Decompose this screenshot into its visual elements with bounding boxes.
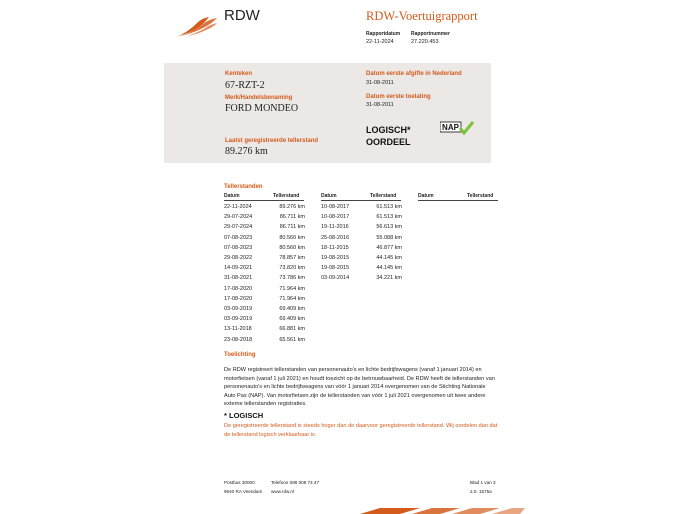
history-row-reading: 66.881 km: [279, 326, 305, 333]
col3-reading-header: Tellerstand: [467, 193, 494, 199]
brand-value: FORD MONDEO: [225, 103, 299, 114]
history-row-reading: 44.145 km: [376, 265, 402, 272]
history-row-reading: 86.711 km: [279, 214, 305, 221]
verdict-line-1: LOGISCH*: [366, 125, 411, 135]
history-row-reading: 80.560 km: [279, 234, 305, 241]
vehicle-summary-panel: [164, 63, 491, 163]
history-row-date: 03-09-2019: [224, 316, 253, 323]
first-nl-label: Datum eerste afgifte in Nederland: [366, 71, 462, 77]
history-row-reading: 65.561 km: [279, 336, 305, 343]
history-row-date: 07-08-2023: [224, 234, 253, 241]
footer-website: www.rdw.nl: [271, 489, 294, 494]
rdw-logo-icon: [173, 15, 219, 39]
report-number-label: Rapportnummer: [411, 31, 450, 37]
decorative-stripes: [360, 508, 525, 514]
history-row-reading: 56.613 km: [376, 224, 402, 231]
history-row-date: 19-08-2015: [321, 265, 350, 272]
footnote-body: De geregistreerde tellerstand is steeds hoger dan de daarvoor geregistreerde tellerstand. Wij oordelen dan dat de tellerstand logisch verklaarbaar is.: [224, 423, 498, 438]
report-date: 22-11-2024: [366, 39, 394, 45]
history-title: Tellerstanden: [224, 184, 263, 190]
history-row-date: 29-08-2022: [224, 255, 253, 261]
footer-version: 2.0. 1575a: [470, 489, 492, 494]
history-row-date: 23-08-2018: [224, 336, 253, 343]
nap-check-icon: [440, 121, 474, 135]
history-row-reading: 55.088 km: [376, 234, 402, 241]
history-row-reading: 69.409 km: [279, 306, 305, 312]
history-row-date: 18-11-2015: [321, 244, 349, 251]
col1-reading-header: Tellerstand: [273, 193, 300, 199]
history-row-reading: 71.964 km: [279, 285, 305, 292]
col2-date-header: Datum: [321, 193, 337, 199]
history-row-reading: 89.276 km: [279, 204, 305, 210]
odometer-label: Laatst geregistreerde tellerstand: [225, 138, 319, 144]
history-row-date: 29-07-2024: [224, 214, 253, 221]
history-row-date: 14-09-2021: [224, 265, 253, 272]
history-row-reading: 73.820 km: [279, 265, 305, 272]
footer-phone: Telefoon 088 008 74 47: [271, 480, 320, 485]
odometer-value: 89.276 km: [225, 146, 268, 157]
app-name: RDW: [224, 7, 260, 24]
history-row-reading: 46.877 km: [376, 244, 402, 251]
plate-value: 67-RZT-2: [225, 80, 265, 91]
explanation-body: De RDW registreert tellerstanden van personenauto's en lichte bedrijfswagens (vanaf 1 januari 2014) en motorfietsen (vanaf 1 juli 2021) en houdt toezicht op de betrouwbaarheid. De RDW heeft de tellerstanden van personenauto's en lichte bedrijfswagens van vóór 1 januari 2014 overgenomen van de Stichting Nationale Auto Pas (NAP). Van motorfietsen zijn de tellerstanden van vóór 1 juli 2021 overgenomen uit twee andere externe tellerstanden registraties.: [224, 367, 495, 408]
history-row-reading: 34.221 km: [376, 275, 402, 282]
brand-label: Merk/Handelsbenaming: [225, 95, 293, 101]
col2-reading-header: Tellerstand: [370, 193, 397, 199]
first-nl-value: 31-08-2011: [366, 80, 394, 86]
col3-header-rule: [418, 200, 498, 201]
history-row-reading: 61.513 km: [376, 214, 402, 221]
col1-header-rule: [224, 200, 304, 201]
col1-date-header: Datum: [224, 193, 240, 199]
col3-date-header: Datum: [418, 193, 434, 199]
history-row-reading: 73.786 km: [279, 275, 305, 282]
col2-header-rule: [321, 200, 401, 201]
history-row-date: 07-08-2023: [224, 244, 253, 251]
history-row-reading: 44.145 km: [376, 255, 402, 261]
footnote-title: * LOGISCH: [224, 411, 264, 420]
history-row-reading: 80.560 km: [279, 244, 305, 251]
history-row-date: 29-07-2024: [224, 224, 253, 231]
history-row-reading: 61.513 km: [376, 204, 402, 210]
history-row-date: 03-09-2014: [321, 275, 350, 282]
explanation-title: Toelichting: [224, 352, 256, 358]
history-row-date: 19-08-2015: [321, 255, 350, 261]
footer-postbus: Postbus 30000: [224, 480, 255, 485]
history-row-date: 19-11-2016: [321, 224, 349, 231]
history-row-date: 17-08-2020: [224, 295, 253, 302]
nap-logo-text: NAP: [442, 123, 459, 132]
plate-label: Kenteken: [225, 71, 253, 77]
report-title: RDW-Voertuigrapport: [366, 9, 478, 23]
footer-page: Blad 1 van 3: [470, 480, 496, 485]
history-row-date: 10-08-2017: [321, 204, 350, 210]
history-row-reading: 86.711 km: [279, 224, 305, 231]
history-row-date: 25-08-2016: [321, 234, 350, 241]
report-number: 27.220.453: [411, 39, 439, 45]
history-row-date: 31-08-2021: [224, 275, 253, 282]
history-row-reading: 71.964 km: [279, 295, 305, 302]
history-row-date: 10-08-2017: [321, 214, 350, 221]
history-row-date: 17-08-2020: [224, 285, 253, 292]
footer-city: 9640 RA Veendam: [224, 489, 263, 494]
history-row-reading: 69.409 km: [279, 316, 305, 323]
history-row-date: 03-09-2019: [224, 306, 253, 312]
history-row-date: 22-11-2024: [224, 204, 252, 210]
history-row-date: 13-11-2018: [224, 326, 252, 333]
history-row-reading: 78.857 km: [279, 255, 305, 261]
verdict-line-2: OORDEEL: [366, 137, 411, 147]
first-admission-value: 31-08-2011: [366, 102, 394, 108]
first-admission-label: Datum eerste toelating: [366, 94, 431, 100]
report-date-label: Rapportdatum: [366, 31, 401, 37]
verdict-text: [366, 124, 411, 148]
